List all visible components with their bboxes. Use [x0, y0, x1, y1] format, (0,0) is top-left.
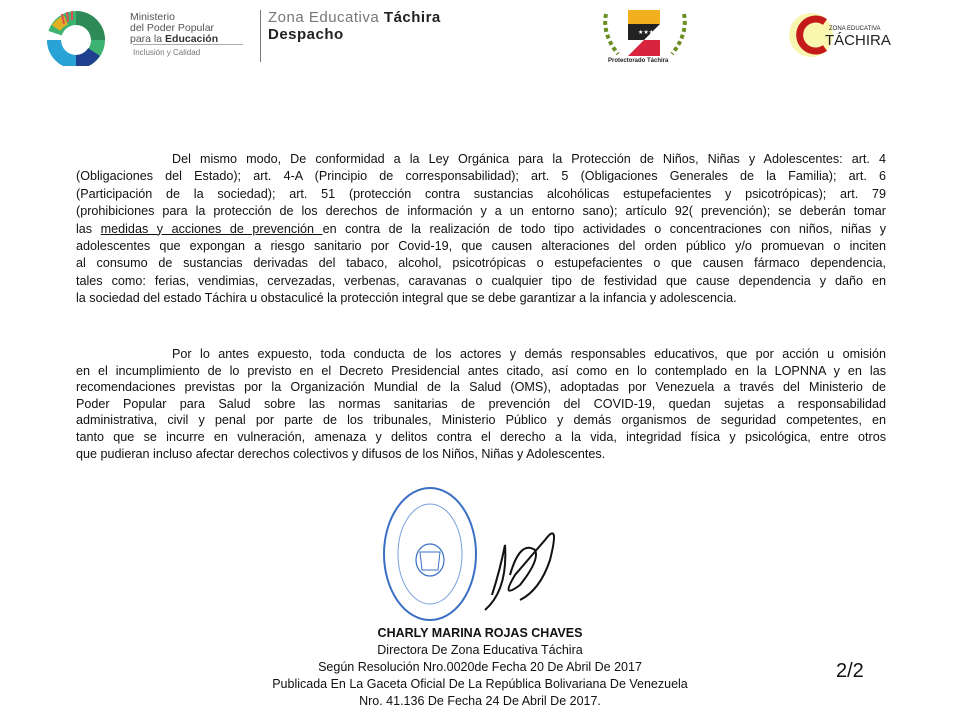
ministry-line: Educación — [165, 33, 219, 45]
svg-text:ZONA EDUCATIVA: ZONA EDUCATIVA — [829, 26, 881, 32]
underlined-text: medidas y acciones de prevención — [100, 221, 323, 236]
text-segment: (prohibiciones para la protección de los derechos de información y a un entorno sano); artículo 92( prevención); se deberán tomar — [76, 204, 886, 219]
text-line — [76, 379, 886, 396]
ministry-line: del Poder Popular — [130, 22, 215, 34]
text-line — [76, 363, 886, 380]
text-line — [76, 168, 886, 185]
protectorado-logo — [598, 4, 693, 60]
signature — [485, 533, 554, 610]
text-line — [76, 151, 886, 168]
text-segment: en el incumplimiento de lo previsto en el Decreto Presidencial antes citado, así como en lo contemplado en la LOPNNA y en las — [76, 363, 886, 378]
text-segment: Poder Popular para Salud sobre las normas sanitarias de prevención del COVID-19, quedan sujetas a responsabilidad — [76, 396, 886, 411]
text-segment: (Obligaciones del Estado); art. 4-A (Principio de corresponsabilidad); art. 5 (Obligaciones Generales de la Familia); art. 6 — [76, 169, 886, 184]
zona-state: Táchira — [383, 9, 441, 26]
text-line — [76, 238, 886, 255]
text-line — [76, 290, 886, 307]
gazette-number: Nro. 41.136 De Fecha 24 De Abril De 2017. — [359, 694, 601, 708]
zona-title — [268, 9, 441, 26]
letterhead — [0, 0, 960, 80]
signatory-title: Directora De Zona Educativa Táchira — [377, 643, 583, 657]
gazette-ref: Publicada En La Gaceta Oficial De La República Bolivariana De Venezuela — [272, 677, 688, 691]
text-segment: tanto que se incurre en vulneración, amenaza y delitos contra el derecho a la vida, integridad física y psicológica, entre otros — [76, 429, 886, 444]
text-segment: Por lo antes expuesto, toda conducta de los actores y demás responsables educativos, que por acción u omisión — [172, 347, 886, 361]
text-line — [76, 255, 886, 272]
text-line — [76, 446, 886, 463]
signatory-name: CHARLY MARINA ROJAS CHAVES — [377, 626, 583, 640]
text-segment: al consumo de sustancias derivadas del tabaco, alcohol, psicotrópicas o estupefacientes o que causen fármaco dependencia, — [76, 256, 886, 271]
text-line — [76, 396, 886, 413]
text-segment: tales como: ferias, vendimias, cervezadas, verbenas, caravanas o cualquier tipo de festividad que cause dependencia y daño en — [76, 273, 886, 288]
ministry-line: para la — [130, 33, 166, 45]
text-line — [76, 273, 886, 290]
text-segment: (Participación de la sociedad); art. 51 (protección contra sustancias alcohólicas estupefacientes y psicotrópicas); art. 79 — [76, 186, 886, 201]
ministry-line: Ministerio — [130, 11, 175, 23]
ministry-logo — [34, 10, 124, 66]
text-line — [76, 221, 886, 238]
ministry-slogan: Inclusión y Calidad — [133, 44, 243, 57]
divider — [260, 10, 261, 62]
text-segment: recomendaciones previstas por la Organización Mundial de la Salud (OMS), adoptadas por Venezuela a través del Ministerio de — [76, 380, 886, 395]
text-segment: en contra de la realización de todo tipo actividades o concentraciones con niños, niñas y — [322, 221, 886, 236]
despacho-title: Despacho — [268, 26, 344, 43]
text-line — [76, 429, 886, 446]
paragraph-2 — [76, 346, 886, 462]
text-line — [76, 346, 886, 363]
text-line — [76, 203, 886, 220]
resolution-ref: Según Resolución Nro.0020de Fecha 20 De Abril De 2017 — [318, 660, 642, 674]
page-number: 2/2 — [836, 660, 864, 682]
text-segment: que pudieran incluso afectar derechos colectivos y difusos de los Niños, Niñas y Adolescentes. — [76, 446, 606, 461]
svg-text:TÁCHIRA: TÁCHIRA — [825, 32, 891, 49]
paragraph-1 — [76, 151, 886, 308]
text-segment: Del mismo modo, De conformidad a la Ley Orgánica para la Protección de Niños, Niñas y Adolescentes: art. 4 — [172, 152, 886, 166]
official-seal — [384, 488, 476, 620]
text-segment: las — [76, 221, 101, 236]
svg-text:★★★: ★★★ — [638, 30, 655, 36]
zona-educativa-tachira-logo — [785, 12, 915, 58]
ministry-name — [130, 12, 218, 45]
signature-block — [240, 625, 720, 710]
protectorado-label: Protectorado Táchira — [608, 58, 669, 64]
text-line — [76, 412, 886, 429]
text-line — [76, 186, 886, 203]
zona-label: Zona Educativa — [268, 9, 384, 26]
text-segment: adolescentes que expongan a riesgo sanitario por Covid-19, que causen alteraciones del orden público y/o promuevan o inciten — [76, 238, 886, 253]
text-segment: la sociedad del estado Táchira u obstaculicé la protección integral que se debe garantizar a la infancia y adolescencia. — [76, 291, 737, 306]
text-segment: administrativa, civil y penal por parte de los tribunales, Ministerio Público y demás organismos de seguridad competentes, en — [76, 413, 886, 428]
